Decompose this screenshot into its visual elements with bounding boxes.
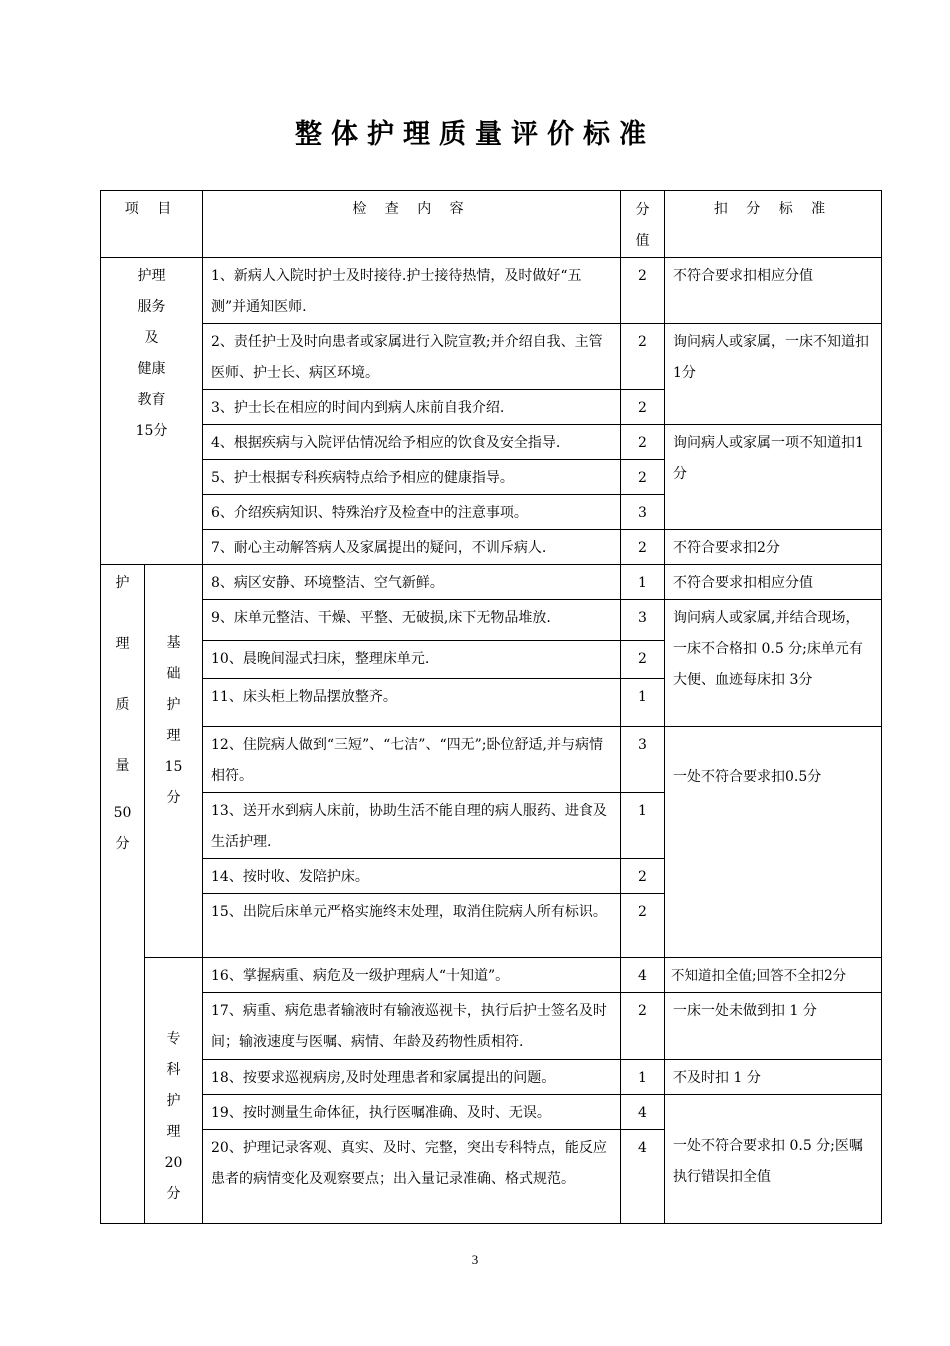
table-row — [101, 425, 882, 460]
deduct-standard: 不符合要求扣相应分值 — [665, 258, 882, 324]
section-label: 及 — [144, 330, 159, 346]
item-score: 1 — [621, 565, 665, 600]
item-content: 17、病重、病危患者输液时有输液巡视卡，执行后护士签名及时间；输液速度与医嘱、病情、年龄及药物性质相符. — [203, 993, 621, 1060]
section-label: 护 — [166, 1093, 181, 1109]
item-score: 2 — [621, 258, 665, 324]
deduct-standard: 不符合要求扣2分 — [665, 530, 882, 565]
table-row — [101, 1060, 882, 1095]
item-score: 1 — [621, 679, 665, 727]
item-content: 4、根据疾病与入院评估情况给予相应的饮食及安全指导. — [203, 425, 621, 460]
item-content: 1、新病人入院时护士及时接待.护士接待热情，及时做好“五测”并通知医师. — [203, 258, 621, 324]
item-score: 2 — [621, 530, 665, 565]
item-content: 16、掌握病重、病危及一级护理病人“十知道”。 — [203, 958, 621, 993]
table-header-row — [101, 191, 882, 258]
section-label: 分 — [115, 836, 130, 852]
section-label: 教育 — [137, 392, 166, 408]
section-label: 服务 — [137, 299, 166, 315]
section-label: 护 — [166, 697, 181, 713]
item-score: 2 — [621, 993, 665, 1060]
table-row — [101, 958, 882, 993]
section-label: 护 — [115, 575, 130, 591]
table-row — [101, 727, 882, 793]
item-content: 3、护士长在相应的时间内到病人床前自我介绍. — [203, 390, 621, 425]
item-score: 2 — [621, 894, 665, 958]
item-score: 2 — [621, 460, 665, 495]
item-content: 14、按时收、发陪护床。 — [203, 859, 621, 894]
deduct-standard: 询问病人或家属，一床不知道扣1分 — [665, 324, 882, 425]
section-label: 专 — [166, 1031, 181, 1047]
section-label: 健康 — [137, 361, 166, 377]
item-score: 4 — [621, 1095, 665, 1130]
item-content: 5、护士根据专科疾病特点给予相应的健康指导。 — [203, 460, 621, 495]
item-score: 2 — [621, 390, 665, 425]
item-score: 3 — [621, 495, 665, 530]
header-deduct: 扣 分 标 准 — [665, 191, 882, 258]
deduct-standard: 询问病人或家属,并结合现场，一床不合格扣 0.5 分;床单元有大便、血迹每床扣 3分 — [665, 600, 882, 727]
item-content: 11、床头柜上物品摆放整齐。 — [203, 679, 621, 727]
item-content: 13、送开水到病人床前，协助生活不能自理的病人服药、进食及生活护理. — [203, 793, 621, 859]
section-service-education — [101, 258, 203, 565]
section-label: 基 — [166, 635, 181, 651]
subsection-basic-nursing — [145, 565, 203, 958]
header-score-label: 分值 — [635, 202, 650, 249]
item-content: 15、出院后床单元严格实施终末处理，取消住院病人所有标识。 — [203, 894, 621, 958]
section-label: 分 — [166, 1186, 181, 1202]
section-label: 础 — [166, 666, 181, 682]
header-score — [621, 191, 665, 258]
deduct-standard: 询问病人或家属一项不知道扣1分 — [665, 425, 882, 530]
table-row — [101, 258, 882, 324]
section-label: 50 — [113, 805, 132, 821]
item-content: 18、按要求巡视病房,及时处理患者和家属提出的问题。 — [203, 1060, 621, 1095]
item-score: 4 — [621, 1130, 665, 1224]
item-score: 1 — [621, 1060, 665, 1095]
header-item: 项 目 — [101, 191, 203, 258]
page-title: 整体护理质量评价标准 — [295, 119, 655, 150]
item-content: 6、介绍疾病知识、特殊治疗及检查中的注意事项。 — [203, 495, 621, 530]
item-content: 12、住院病人做到“三短”、“七洁”、“四无”;卧位舒适,并与病情相符。 — [203, 727, 621, 793]
section-label: 理 — [166, 728, 181, 744]
evaluation-table — [100, 190, 882, 1224]
section-label: 质 — [115, 697, 130, 713]
item-content: 7、耐心主动解答病人及家属提出的疑问，不训斥病人. — [203, 530, 621, 565]
deduct-standard: 一处不符合要求扣 0.5 分;医嘱执行错误扣全值 — [665, 1095, 882, 1224]
item-score: 2 — [621, 641, 665, 679]
deduct-standard: 不知道扣全值;回答不全扣2分 — [665, 958, 882, 993]
table-row — [101, 324, 882, 390]
section-label: 20 — [164, 1155, 183, 1171]
item-score: 1 — [621, 793, 665, 859]
section-label: 理 — [166, 1124, 181, 1140]
section-nursing-quality — [101, 565, 145, 1224]
item-score: 2 — [621, 324, 665, 390]
item-content: 2、责任护士及时向患者或家属进行入院宣教;并介绍自我、主管医师、护士长、病区环境。 — [203, 324, 621, 390]
item-score: 3 — [621, 727, 665, 793]
item-content: 20、护理记录客观、真实、及时、完整，突出专科特点，能反应患者的病情变化及观察要点；出入量记录准确、格式规范。 — [203, 1130, 621, 1224]
item-score: 2 — [621, 859, 665, 894]
deduct-standard: 一床一处未做到扣 1 分 — [665, 993, 882, 1060]
section-label: 分 — [166, 790, 181, 806]
table-row — [101, 565, 882, 600]
section-label: 科 — [166, 1062, 181, 1078]
table-row — [101, 993, 882, 1060]
item-content: 8、病区安静、环境整洁、空气新鲜。 — [203, 565, 621, 600]
item-score: 2 — [621, 425, 665, 460]
item-score: 3 — [621, 600, 665, 641]
section-label: 15 — [164, 759, 183, 775]
item-score: 4 — [621, 958, 665, 993]
table-row — [101, 600, 882, 641]
table-row — [101, 530, 882, 565]
item-content: 9、床单元整洁、干燥、平整、无破损,床下无物品堆放. — [203, 600, 621, 641]
page-number: 3 — [471, 1252, 479, 1267]
section-label: 护理 — [137, 268, 166, 284]
subsection-specialist-nursing — [145, 958, 203, 1224]
item-content: 19、按时测量生命体征，执行医嘱准确、及时、无误。 — [203, 1095, 621, 1130]
table-row — [101, 1095, 882, 1130]
section-label: 15分 — [135, 423, 168, 439]
deduct-standard: 不及时扣 1 分 — [665, 1060, 882, 1095]
deduct-standard: 不符合要求扣相应分值 — [665, 565, 882, 600]
section-label: 理 — [115, 636, 130, 652]
deduct-standard: 一处不符合要求扣0.5分 — [665, 727, 882, 958]
section-label: 量 — [115, 758, 130, 774]
item-content: 10、晨晚间湿式扫床，整理床单元. — [203, 641, 621, 679]
header-content: 检 查 内 容 — [203, 191, 621, 258]
